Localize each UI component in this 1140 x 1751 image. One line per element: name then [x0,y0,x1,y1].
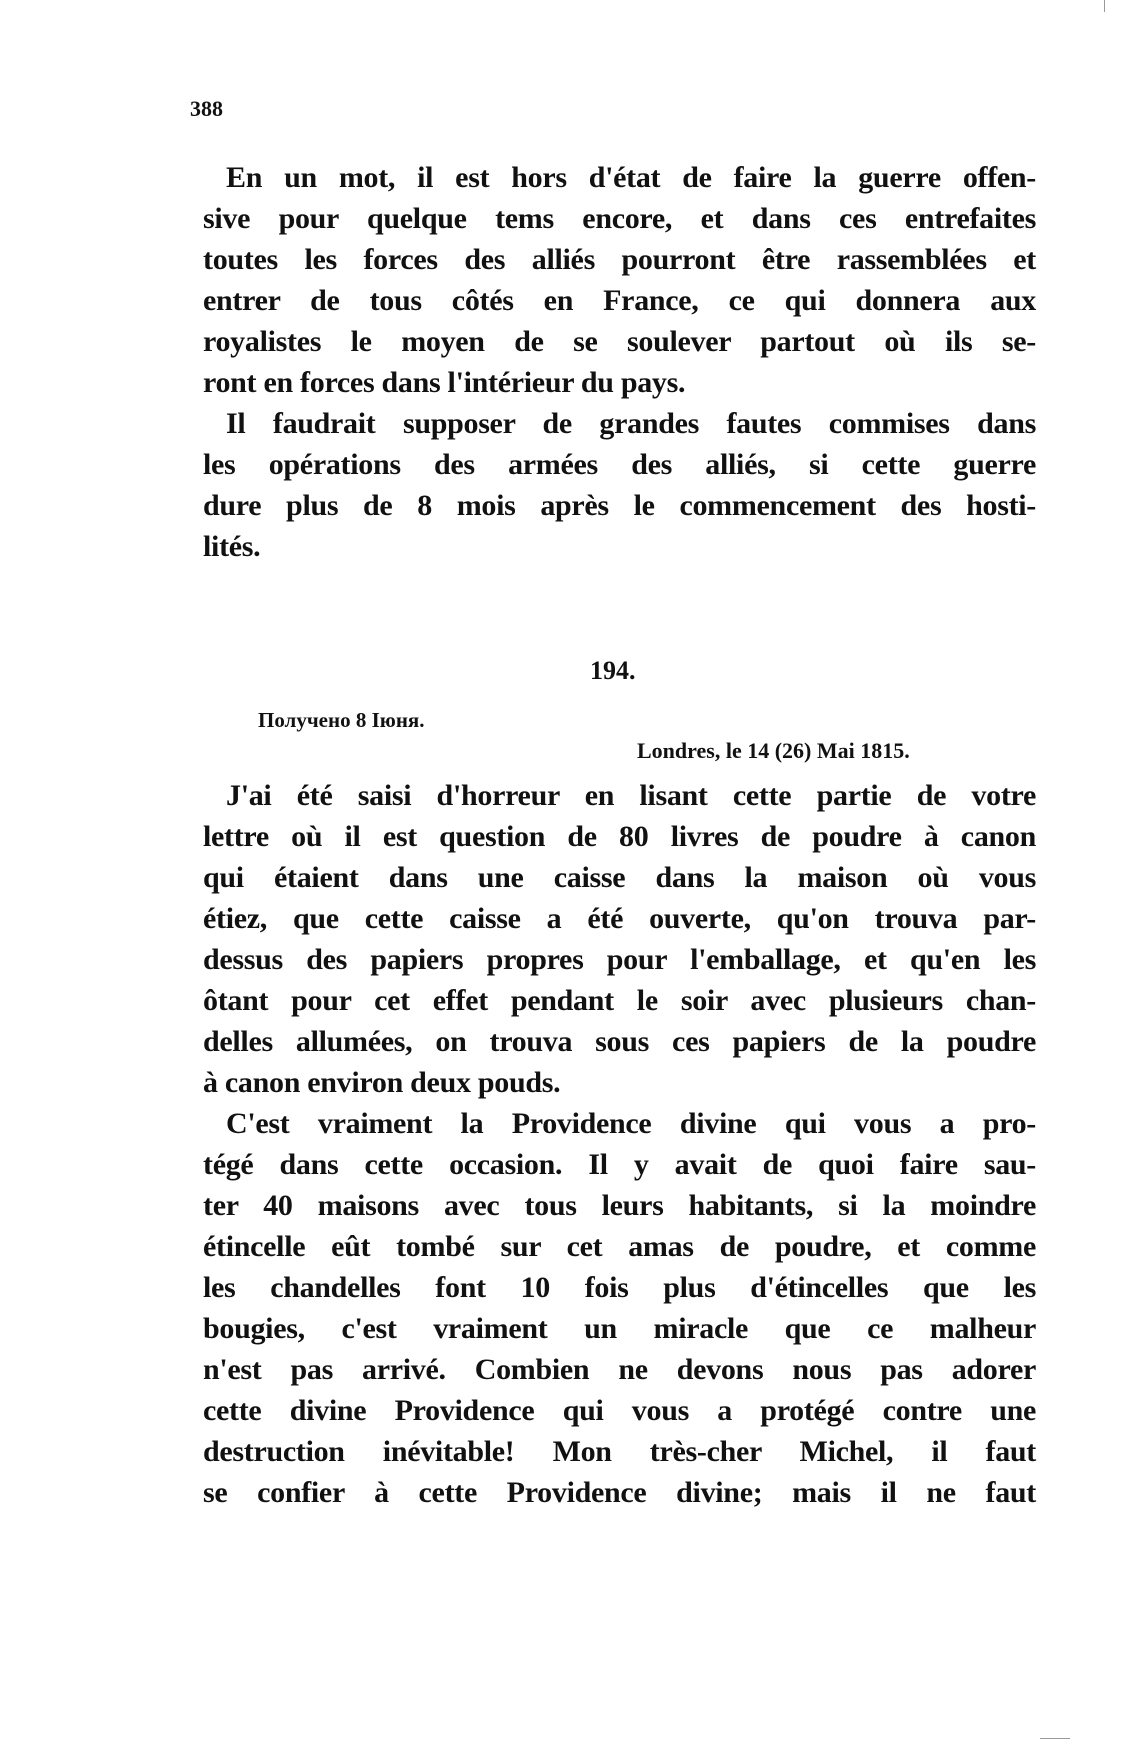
scan-edge-mark [1040,1738,1070,1739]
letter-paragraph-line: destruction inévitable! Mon très-cher Michel, il faut [203,1435,1036,1468]
letter-dateline: Londres, le 14 (26) Mai 1815. [637,738,910,763]
letter-paragraph-line: se confier à cette Providence divine; mais il ne faut [203,1476,1036,1509]
paragraph-line: En un mot, il est hors d'état de faire la guerre offen- [226,161,1036,194]
letter-paragraph-line: dessus des papiers propres pour l'emballage, et qu'en les [203,943,1036,976]
letter-paragraph-line: étincelle eût tombé sur cet amas de poudre, et comme [203,1230,1036,1263]
letter-paragraph-line: ter 40 maisons avec tous leurs habitants, si la moindre [203,1189,1036,1222]
paragraph-line: Il faudrait supposer de grandes fautes commises dans [226,407,1036,440]
letter-paragraph-line: C'est vraiment la Providence divine qui vous a pro- [226,1107,1036,1140]
page-number: 388 [190,96,223,121]
letter-paragraph-line: bougies, c'est vraiment un miracle que ce malheur [203,1312,1036,1345]
letter-paragraph-line: ôtant pour cet effet pendant le soir avec plusieurs chan- [203,984,1036,1017]
letter-paragraph-line: cette divine Providence qui vous a protégé contre une [203,1394,1036,1427]
letter-paragraph-line: lettre où il est question de 80 livres de poudre à canon [203,820,1036,853]
paragraph-line: lités. [203,530,261,563]
letter-paragraph-line: étiez, que cette caisse a été ouverte, qu'on trouva par- [203,902,1036,935]
letter-paragraph-line: qui étaient dans une caisse dans la maison où vous [203,861,1036,894]
letter-paragraph-line: tégé dans cette occasion. Il y avait de quoi faire sau- [203,1148,1036,1181]
letter-paragraph-line: les chandelles font 10 fois plus d'étincelles que les [203,1271,1036,1304]
paragraph-line: les opérations des armées des alliés, si cette guerre [203,448,1036,481]
paragraph-line: toutes les forces des alliés pourront être rassemblées et [203,243,1036,276]
paragraph-line: dure plus de 8 mois après le commencement des hosti- [203,489,1036,522]
paragraph-line: entrer de tous côtés en France, ce qui donnera aux [203,284,1036,317]
letter-paragraph-line: J'ai été saisi d'horreur en lisant cette partie de votre [226,779,1036,812]
letter-paragraph-line: n'est pas arrivé. Combien ne devons nous pas adorer [203,1353,1036,1386]
received-note: Получено 8 Іюня. [258,708,425,732]
letter-paragraph-line: à canon environ deux pouds. [203,1066,561,1099]
letter-number: 194. [590,656,636,685]
paragraph-line: ront en forces dans l'intérieur du pays. [203,366,686,399]
paragraph-line: royalistes le moyen de se soulever partout où ils se- [203,325,1036,358]
letter-paragraph-line: delles allumées, on trouva sous ces papiers de la poudre [203,1025,1036,1058]
paragraph-line: sive pour quelque tems encore, et dans ces entrefaites [203,202,1036,235]
scan-edge-mark [1104,0,1105,12]
